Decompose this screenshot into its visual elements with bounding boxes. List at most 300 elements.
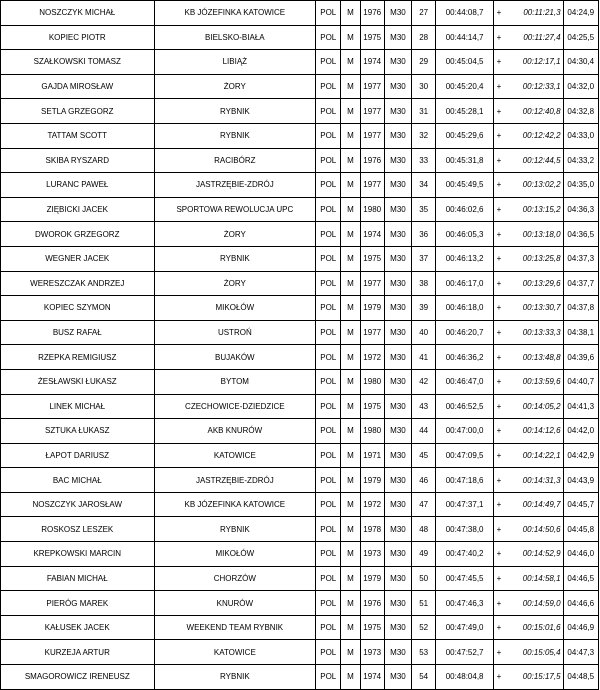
- runner-name-cell: WERESZCZAK ANDRZEJ: [1, 271, 155, 296]
- table-row: [1, 222, 599, 247]
- pace-cell: 04:37,8: [563, 296, 598, 321]
- country-cell: POL: [316, 394, 341, 419]
- sex-cell: M: [341, 419, 360, 444]
- birth-year-cell: 1976: [360, 591, 384, 616]
- runner-name-cell: ŁAPOT DARIUSZ: [1, 443, 155, 468]
- finish-time-cell: 00:44:14,7: [436, 25, 494, 50]
- finish-time-cell: 00:46:36,2: [436, 345, 494, 370]
- place-cell: 53: [412, 640, 436, 665]
- birth-year-cell: 1975: [360, 615, 384, 640]
- finish-time-cell: 00:46:02,6: [436, 197, 494, 222]
- club-cell: KB JÓZEFINKA KATOWICE: [154, 492, 316, 517]
- gap-time-cell: 00:13:02,2: [504, 173, 563, 198]
- gap-sign-cell: +: [493, 517, 504, 542]
- gap-sign-cell: +: [493, 394, 504, 419]
- place-cell: 44: [412, 419, 436, 444]
- club-cell: RYBNIK: [154, 99, 316, 124]
- birth-year-cell: 1973: [360, 542, 384, 567]
- birth-year-cell: 1975: [360, 25, 384, 50]
- birth-year-cell: 1977: [360, 74, 384, 99]
- runner-name-cell: DWOROK GRZEGORZ: [1, 222, 155, 247]
- sex-cell: M: [341, 665, 360, 690]
- gap-sign-cell: +: [493, 640, 504, 665]
- sex-cell: M: [341, 615, 360, 640]
- birth-year-cell: 1978: [360, 517, 384, 542]
- table-row: [1, 394, 599, 419]
- finish-time-cell: 00:47:00,0: [436, 419, 494, 444]
- table-row: [1, 1, 599, 26]
- place-cell: 42: [412, 369, 436, 394]
- place-cell: 31: [412, 99, 436, 124]
- category-cell: M30: [384, 25, 411, 50]
- pace-cell: 04:25,5: [563, 25, 598, 50]
- table-row: [1, 566, 599, 591]
- birth-year-cell: 1972: [360, 345, 384, 370]
- place-cell: 36: [412, 222, 436, 247]
- place-cell: 29: [412, 50, 436, 75]
- table-row: [1, 591, 599, 616]
- club-cell: CZECHOWICE-DZIEDZICE: [154, 394, 316, 419]
- club-cell: ŻORY: [154, 74, 316, 99]
- category-cell: M30: [384, 517, 411, 542]
- gap-time-cell: 00:12:44,5: [504, 148, 563, 173]
- gap-time-cell: 00:14:52,9: [504, 542, 563, 567]
- finish-time-cell: 00:45:04,5: [436, 50, 494, 75]
- country-cell: POL: [316, 665, 341, 690]
- gap-time-cell: 00:13:59,6: [504, 369, 563, 394]
- category-cell: M30: [384, 74, 411, 99]
- gap-sign-cell: +: [493, 591, 504, 616]
- gap-sign-cell: +: [493, 222, 504, 247]
- table-row: [1, 419, 599, 444]
- club-cell: MIKOŁÓW: [154, 296, 316, 321]
- birth-year-cell: 1971: [360, 443, 384, 468]
- country-cell: POL: [316, 492, 341, 517]
- finish-time-cell: 00:47:37,1: [436, 492, 494, 517]
- place-cell: 28: [412, 25, 436, 50]
- category-cell: M30: [384, 123, 411, 148]
- runner-name-cell: LINEK MICHAŁ: [1, 394, 155, 419]
- sex-cell: M: [341, 517, 360, 542]
- gap-time-cell: 00:14:49,7: [504, 492, 563, 517]
- club-cell: MIKOŁÓW: [154, 542, 316, 567]
- pace-cell: 04:46,9: [563, 615, 598, 640]
- gap-sign-cell: +: [493, 173, 504, 198]
- runner-name-cell: GAJDA MIROSŁAW: [1, 74, 155, 99]
- country-cell: POL: [316, 542, 341, 567]
- category-cell: M30: [384, 591, 411, 616]
- gap-time-cell: 00:15:05,4: [504, 640, 563, 665]
- sex-cell: M: [341, 222, 360, 247]
- category-cell: M30: [384, 50, 411, 75]
- category-cell: M30: [384, 542, 411, 567]
- country-cell: POL: [316, 173, 341, 198]
- gap-time-cell: 00:13:29,6: [504, 271, 563, 296]
- place-cell: 52: [412, 615, 436, 640]
- runner-name-cell: NOSZCZYK JAROSŁAW: [1, 492, 155, 517]
- gap-time-cell: 00:15:01,6: [504, 615, 563, 640]
- pace-cell: 04:32,0: [563, 74, 598, 99]
- place-cell: 27: [412, 1, 436, 26]
- table-row: [1, 173, 599, 198]
- category-cell: M30: [384, 296, 411, 321]
- place-cell: 51: [412, 591, 436, 616]
- finish-time-cell: 00:48:04,8: [436, 665, 494, 690]
- place-cell: 30: [412, 74, 436, 99]
- table-row: [1, 615, 599, 640]
- sex-cell: M: [341, 394, 360, 419]
- country-cell: POL: [316, 148, 341, 173]
- club-cell: BUJAKÓW: [154, 345, 316, 370]
- gap-sign-cell: +: [493, 25, 504, 50]
- birth-year-cell: 1979: [360, 296, 384, 321]
- pace-cell: 04:45,8: [563, 517, 598, 542]
- pace-cell: 04:41,3: [563, 394, 598, 419]
- category-cell: M30: [384, 394, 411, 419]
- birth-year-cell: 1975: [360, 246, 384, 271]
- gap-sign-cell: +: [493, 369, 504, 394]
- country-cell: POL: [316, 222, 341, 247]
- finish-time-cell: 00:47:40,2: [436, 542, 494, 567]
- country-cell: POL: [316, 591, 341, 616]
- runner-name-cell: TATTAM SCOTT: [1, 123, 155, 148]
- table-row: [1, 50, 599, 75]
- club-cell: JASTRZĘBIE-ZDRÓJ: [154, 468, 316, 493]
- place-cell: 43: [412, 394, 436, 419]
- category-cell: M30: [384, 99, 411, 124]
- club-cell: RYBNIK: [154, 246, 316, 271]
- runner-name-cell: RZEPKA REMIGIUSZ: [1, 345, 155, 370]
- table-row: [1, 25, 599, 50]
- sex-cell: M: [341, 197, 360, 222]
- gap-time-cell: 00:14:05,2: [504, 394, 563, 419]
- pace-cell: 04:42,0: [563, 419, 598, 444]
- finish-time-cell: 00:45:28,1: [436, 99, 494, 124]
- gap-time-cell: 00:11:27,4: [504, 25, 563, 50]
- finish-time-cell: 00:46:13,2: [436, 246, 494, 271]
- country-cell: POL: [316, 50, 341, 75]
- finish-time-cell: 00:46:52,5: [436, 394, 494, 419]
- country-cell: POL: [316, 468, 341, 493]
- runner-name-cell: KOPIEC SZYMON: [1, 296, 155, 321]
- sex-cell: M: [341, 591, 360, 616]
- club-cell: RYBNIK: [154, 123, 316, 148]
- country-cell: POL: [316, 25, 341, 50]
- table-row: [1, 640, 599, 665]
- category-cell: M30: [384, 615, 411, 640]
- gap-time-cell: 00:13:33,3: [504, 320, 563, 345]
- gap-sign-cell: +: [493, 419, 504, 444]
- birth-year-cell: 1977: [360, 320, 384, 345]
- country-cell: POL: [316, 99, 341, 124]
- pace-cell: 04:47,3: [563, 640, 598, 665]
- table-row: [1, 74, 599, 99]
- club-cell: KNURÓW: [154, 591, 316, 616]
- birth-year-cell: 1972: [360, 492, 384, 517]
- club-cell: RYBNIK: [154, 665, 316, 690]
- country-cell: POL: [316, 74, 341, 99]
- table-row: [1, 123, 599, 148]
- gap-time-cell: 00:13:48,8: [504, 345, 563, 370]
- gap-sign-cell: +: [493, 1, 504, 26]
- runner-name-cell: LURANC PAWEŁ: [1, 173, 155, 198]
- place-cell: 33: [412, 148, 436, 173]
- country-cell: POL: [316, 615, 341, 640]
- pace-cell: 04:42,9: [563, 443, 598, 468]
- sex-cell: M: [341, 468, 360, 493]
- birth-year-cell: 1980: [360, 419, 384, 444]
- country-cell: POL: [316, 296, 341, 321]
- gap-time-cell: 00:14:12,6: [504, 419, 563, 444]
- country-cell: POL: [316, 197, 341, 222]
- runner-name-cell: ZIĘBICKI JACEK: [1, 197, 155, 222]
- table-row: [1, 468, 599, 493]
- country-cell: POL: [316, 517, 341, 542]
- birth-year-cell: 1977: [360, 99, 384, 124]
- place-cell: 47: [412, 492, 436, 517]
- runner-name-cell: NOSZCZYK MICHAŁ: [1, 1, 155, 26]
- country-cell: POL: [316, 640, 341, 665]
- category-cell: M30: [384, 369, 411, 394]
- table-row: [1, 443, 599, 468]
- birth-year-cell: 1974: [360, 50, 384, 75]
- birth-year-cell: 1977: [360, 173, 384, 198]
- gap-sign-cell: +: [493, 468, 504, 493]
- category-cell: M30: [384, 173, 411, 198]
- club-cell: USTROŃ: [154, 320, 316, 345]
- club-cell: KATOWICE: [154, 640, 316, 665]
- sex-cell: M: [341, 25, 360, 50]
- pace-cell: 04:30,4: [563, 50, 598, 75]
- gap-time-cell: 00:14:59,0: [504, 591, 563, 616]
- gap-sign-cell: +: [493, 345, 504, 370]
- place-cell: 54: [412, 665, 436, 690]
- pace-cell: 04:39,6: [563, 345, 598, 370]
- table-row: [1, 320, 599, 345]
- gap-sign-cell: +: [493, 492, 504, 517]
- birth-year-cell: 1974: [360, 222, 384, 247]
- gap-time-cell: 00:14:22,1: [504, 443, 563, 468]
- table-row: [1, 665, 599, 690]
- place-cell: 38: [412, 271, 436, 296]
- sex-cell: M: [341, 542, 360, 567]
- gap-time-cell: 00:14:31,3: [504, 468, 563, 493]
- birth-year-cell: 1976: [360, 148, 384, 173]
- pace-cell: 04:46,0: [563, 542, 598, 567]
- sex-cell: M: [341, 271, 360, 296]
- birth-year-cell: 1979: [360, 468, 384, 493]
- place-cell: 34: [412, 173, 436, 198]
- gap-time-cell: 00:14:50,6: [504, 517, 563, 542]
- gap-sign-cell: +: [493, 615, 504, 640]
- country-cell: POL: [316, 369, 341, 394]
- birth-year-cell: 1975: [360, 394, 384, 419]
- gap-sign-cell: +: [493, 566, 504, 591]
- pace-cell: 04:46,5: [563, 566, 598, 591]
- place-cell: 37: [412, 246, 436, 271]
- category-cell: M30: [384, 492, 411, 517]
- sex-cell: M: [341, 123, 360, 148]
- gap-sign-cell: +: [493, 148, 504, 173]
- table-row: [1, 296, 599, 321]
- runner-name-cell: ROSKOSZ LESZEK: [1, 517, 155, 542]
- country-cell: POL: [316, 345, 341, 370]
- runner-name-cell: SMAGOROWICZ IRENEUSZ: [1, 665, 155, 690]
- club-cell: KB JÓZEFINKA KATOWICE: [154, 1, 316, 26]
- sex-cell: M: [341, 173, 360, 198]
- finish-time-cell: 00:47:09,5: [436, 443, 494, 468]
- sex-cell: M: [341, 50, 360, 75]
- runner-name-cell: KAŁUSEK JACEK: [1, 615, 155, 640]
- finish-time-cell: 00:45:49,5: [436, 173, 494, 198]
- sex-cell: M: [341, 369, 360, 394]
- finish-time-cell: 00:47:38,0: [436, 517, 494, 542]
- country-cell: POL: [316, 320, 341, 345]
- table-row: [1, 542, 599, 567]
- pace-cell: 04:36,3: [563, 197, 598, 222]
- sex-cell: M: [341, 345, 360, 370]
- gap-sign-cell: +: [493, 296, 504, 321]
- table-row: [1, 492, 599, 517]
- birth-year-cell: 1974: [360, 665, 384, 690]
- runner-name-cell: KURZEJA ARTUR: [1, 640, 155, 665]
- sex-cell: M: [341, 246, 360, 271]
- runner-name-cell: PIERÓG MAREK: [1, 591, 155, 616]
- finish-time-cell: 00:47:45,5: [436, 566, 494, 591]
- finish-time-cell: 00:47:18,6: [436, 468, 494, 493]
- table-row: [1, 271, 599, 296]
- table-row: [1, 345, 599, 370]
- category-cell: M30: [384, 419, 411, 444]
- country-cell: POL: [316, 419, 341, 444]
- country-cell: POL: [316, 271, 341, 296]
- gap-time-cell: 00:12:40,8: [504, 99, 563, 124]
- pace-cell: 04:33,0: [563, 123, 598, 148]
- country-cell: POL: [316, 443, 341, 468]
- finish-time-cell: 00:46:18,0: [436, 296, 494, 321]
- gap-time-cell: 00:12:33,1: [504, 74, 563, 99]
- sex-cell: M: [341, 443, 360, 468]
- gap-time-cell: 00:14:58,1: [504, 566, 563, 591]
- pace-cell: 04:33,2: [563, 148, 598, 173]
- category-cell: M30: [384, 443, 411, 468]
- table-row: [1, 197, 599, 222]
- gap-sign-cell: +: [493, 271, 504, 296]
- place-cell: 40: [412, 320, 436, 345]
- finish-time-cell: 00:47:52,7: [436, 640, 494, 665]
- club-cell: LIBIĄŻ: [154, 50, 316, 75]
- birth-year-cell: 1980: [360, 369, 384, 394]
- birth-year-cell: 1980: [360, 197, 384, 222]
- sex-cell: M: [341, 320, 360, 345]
- gap-time-cell: 00:12:17,1: [504, 50, 563, 75]
- club-cell: CHORZÓW: [154, 566, 316, 591]
- pace-cell: 04:48,5: [563, 665, 598, 690]
- country-cell: POL: [316, 123, 341, 148]
- gap-sign-cell: +: [493, 99, 504, 124]
- runner-name-cell: BUSZ RAFAŁ: [1, 320, 155, 345]
- table-row: [1, 246, 599, 271]
- category-cell: M30: [384, 197, 411, 222]
- pace-cell: 04:40,7: [563, 369, 598, 394]
- gap-time-cell: 00:11:21,3: [504, 1, 563, 26]
- pace-cell: 04:45,7: [563, 492, 598, 517]
- finish-time-cell: 00:44:08,7: [436, 1, 494, 26]
- sex-cell: M: [341, 74, 360, 99]
- place-cell: 35: [412, 197, 436, 222]
- pace-cell: 04:32,8: [563, 99, 598, 124]
- category-cell: M30: [384, 148, 411, 173]
- category-cell: M30: [384, 1, 411, 26]
- pace-cell: 04:37,7: [563, 271, 598, 296]
- sex-cell: M: [341, 1, 360, 26]
- place-cell: 41: [412, 345, 436, 370]
- gap-time-cell: 00:13:15,2: [504, 197, 563, 222]
- country-cell: POL: [316, 566, 341, 591]
- finish-time-cell: 00:46:05,3: [436, 222, 494, 247]
- club-cell: ŻORY: [154, 271, 316, 296]
- birth-year-cell: 1976: [360, 1, 384, 26]
- gap-sign-cell: +: [493, 123, 504, 148]
- country-cell: POL: [316, 1, 341, 26]
- category-cell: M30: [384, 566, 411, 591]
- country-cell: POL: [316, 246, 341, 271]
- sex-cell: M: [341, 640, 360, 665]
- sex-cell: M: [341, 99, 360, 124]
- gap-time-cell: 00:13:30,7: [504, 296, 563, 321]
- runner-name-cell: KOPIEC PIOTR: [1, 25, 155, 50]
- finish-time-cell: 00:45:29,6: [436, 123, 494, 148]
- gap-time-cell: 00:15:17,5: [504, 665, 563, 690]
- club-cell: RACIBÓRZ: [154, 148, 316, 173]
- birth-year-cell: 1973: [360, 640, 384, 665]
- pace-cell: 04:46,6: [563, 591, 598, 616]
- finish-time-cell: 00:46:47,0: [436, 369, 494, 394]
- category-cell: M30: [384, 345, 411, 370]
- gap-sign-cell: +: [493, 197, 504, 222]
- pace-cell: 04:43,9: [563, 468, 598, 493]
- pace-cell: 04:24,9: [563, 1, 598, 26]
- runner-name-cell: SZAŁKOWSKI TOMASZ: [1, 50, 155, 75]
- table-row: [1, 148, 599, 173]
- club-cell: AKB KNURÓW: [154, 419, 316, 444]
- birth-year-cell: 1977: [360, 271, 384, 296]
- birth-year-cell: 1979: [360, 566, 384, 591]
- sex-cell: M: [341, 492, 360, 517]
- finish-time-cell: 00:46:17,0: [436, 271, 494, 296]
- finish-time-cell: 00:46:20,7: [436, 320, 494, 345]
- club-cell: BIELSKO-BIAŁA: [154, 25, 316, 50]
- gap-sign-cell: +: [493, 665, 504, 690]
- category-cell: M30: [384, 640, 411, 665]
- club-cell: RYBNIK: [154, 517, 316, 542]
- gap-sign-cell: +: [493, 50, 504, 75]
- finish-time-cell: 00:47:49,0: [436, 615, 494, 640]
- club-cell: KATOWICE: [154, 443, 316, 468]
- sex-cell: M: [341, 148, 360, 173]
- runner-name-cell: SZTUKA ŁUKASZ: [1, 419, 155, 444]
- runner-name-cell: BAC MICHAŁ: [1, 468, 155, 493]
- finish-time-cell: 00:47:46,3: [436, 591, 494, 616]
- place-cell: 48: [412, 517, 436, 542]
- club-cell: BYTOM: [154, 369, 316, 394]
- runner-name-cell: SKIBA RYSZARD: [1, 148, 155, 173]
- finish-time-cell: 00:45:20,4: [436, 74, 494, 99]
- place-cell: 32: [412, 123, 436, 148]
- place-cell: 49: [412, 542, 436, 567]
- category-cell: M30: [384, 665, 411, 690]
- place-cell: 50: [412, 566, 436, 591]
